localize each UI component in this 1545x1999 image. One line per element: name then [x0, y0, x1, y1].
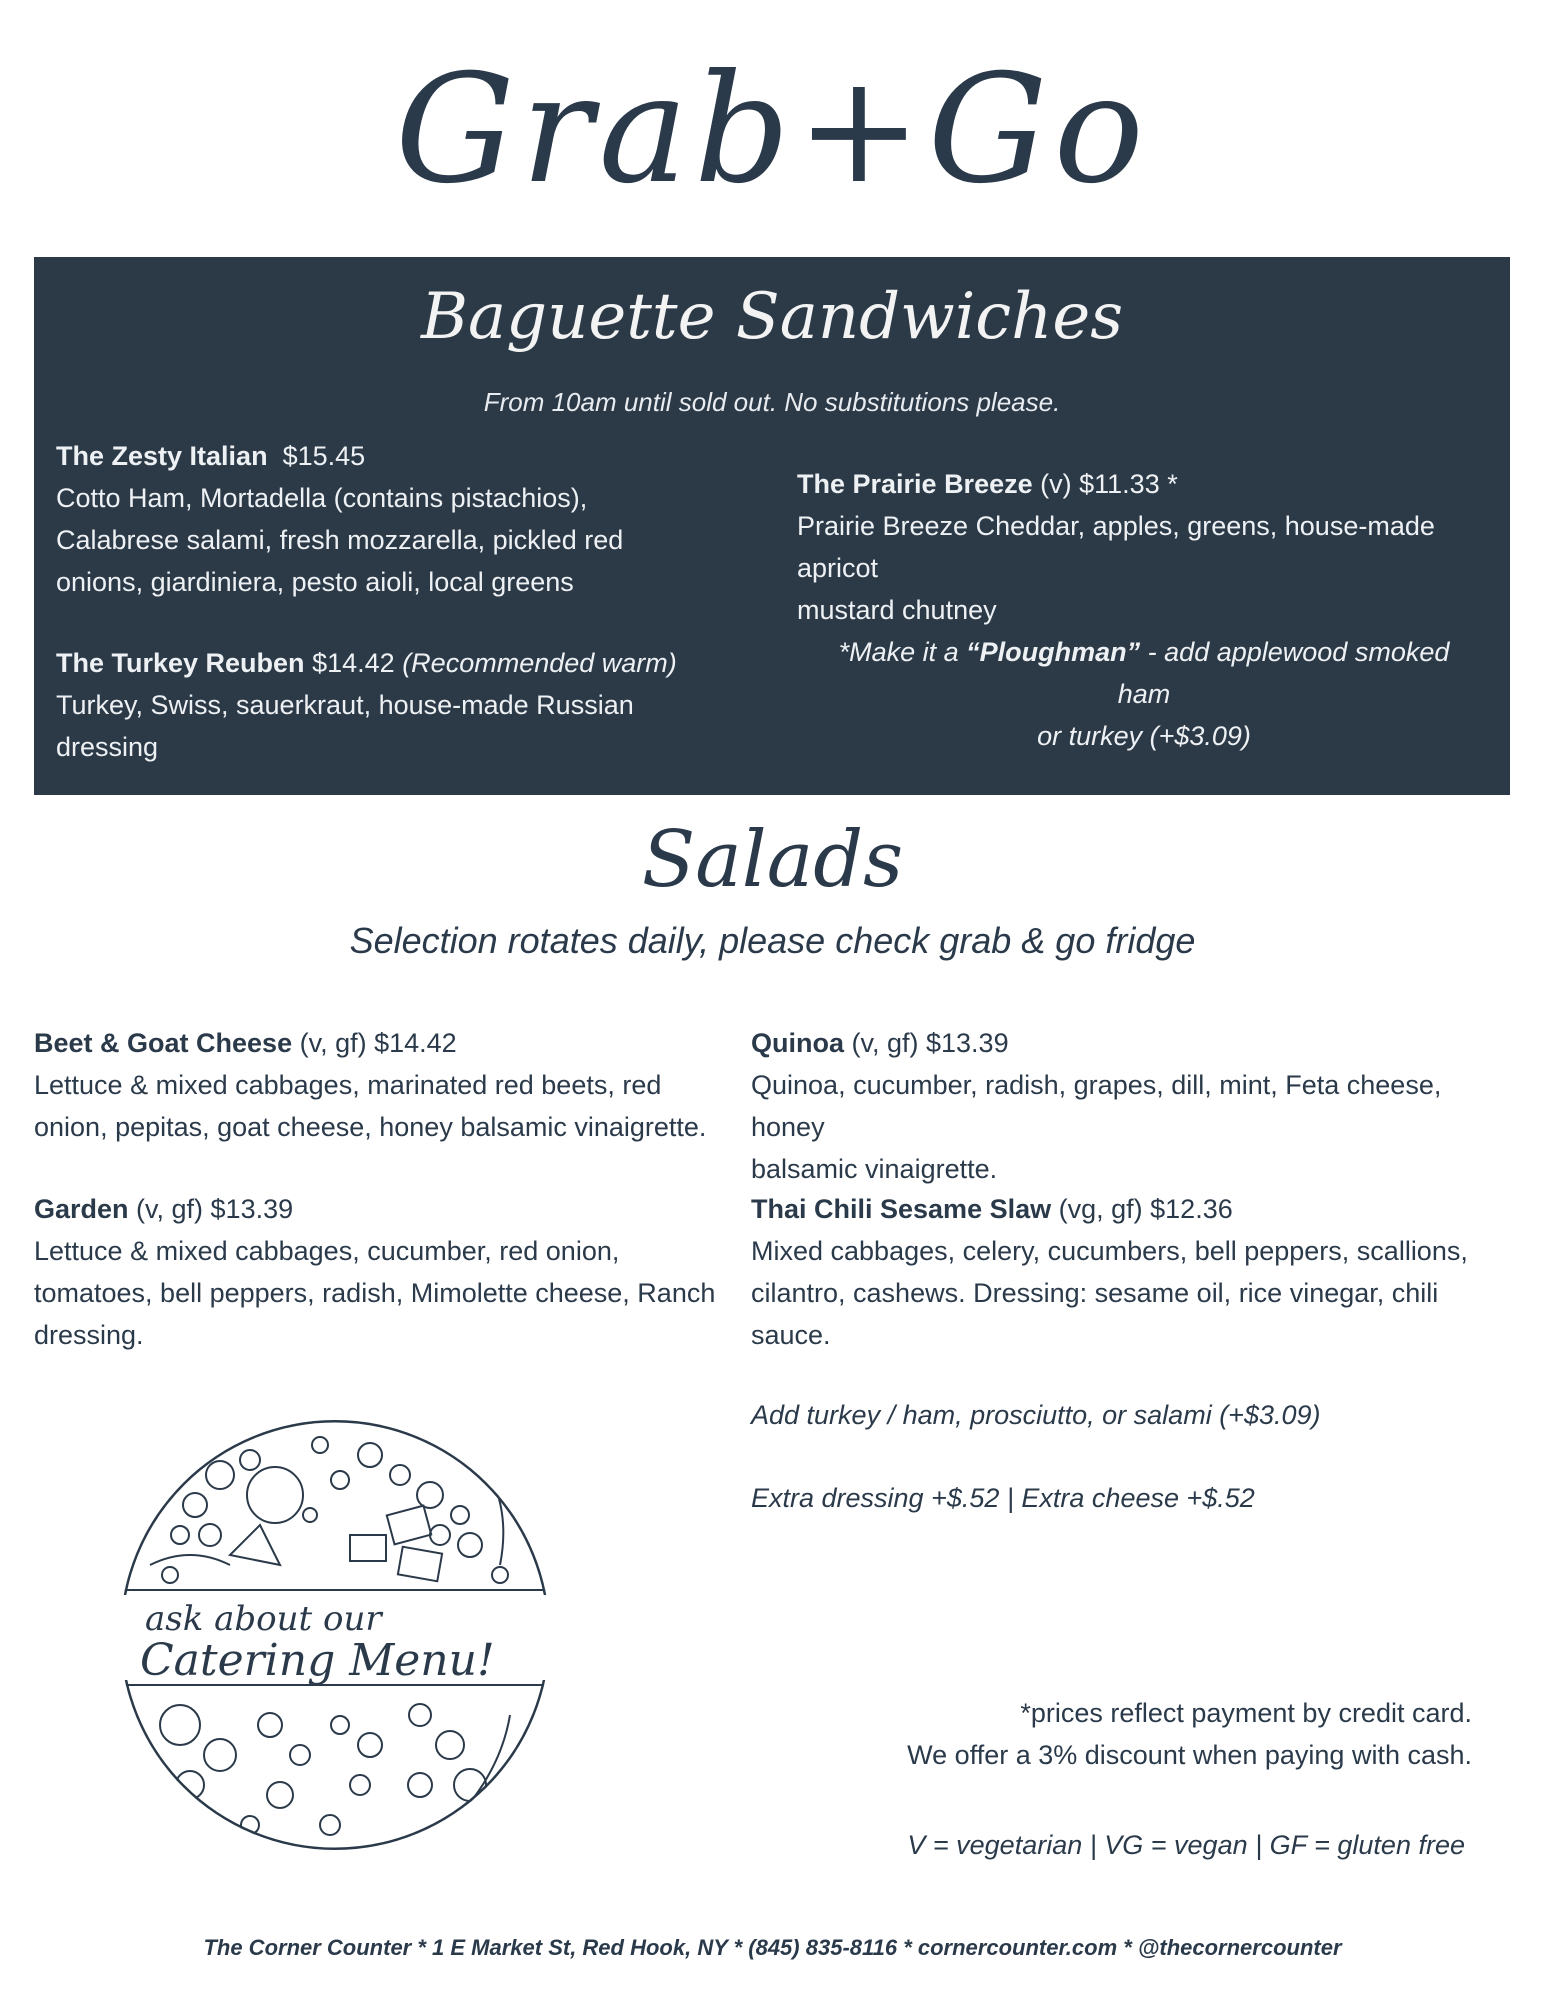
item-tag: (v) [1040, 469, 1072, 499]
salad-meta: (v, gf) $14.42 [292, 1028, 457, 1058]
baguette-subtitle: From 10am until sold out. No substitutions please. [483, 387, 1061, 417]
salad-desc-line: Mixed cabbages, celery, cucumbers, bell peppers, scallions, [751, 1236, 1468, 1266]
catering-line2: Catering Menu! [140, 1635, 495, 1686]
salad-thai-chili-sesame-slaw [751, 1188, 1511, 1356]
item-name: The Prairie Breeze [797, 469, 1033, 499]
salad-desc-line: Lettuce & mixed cabbages, cucumber, red onion, [34, 1236, 620, 1266]
salad-name: Thai Chili Sesame Slaw [751, 1194, 1052, 1224]
item-price: $14.42 [312, 648, 395, 678]
pricing-note-line1: *prices reflect payment by credit card. [1020, 1698, 1472, 1728]
ploughman-suffix: - add applewood smoked ham [1117, 637, 1450, 709]
salad-desc-line: dressing. [34, 1320, 144, 1350]
menu-item-prairie-breeze [797, 463, 1497, 631]
salad-desc-line: tomatoes, bell peppers, radish, Mimolette cheese, Ranch [34, 1278, 716, 1308]
salad-addon-meat: Add turkey / ham, prosciutto, or salami (+$3.09) [751, 1400, 1321, 1430]
salad-meta: (v, gf) $13.39 [128, 1194, 294, 1224]
item-price: $11.33 * [1079, 469, 1178, 499]
salad-name: Garden [34, 1194, 129, 1224]
menu-item-header [797, 463, 1497, 505]
item-desc-line: dressing [56, 732, 159, 762]
salad-desc-line: cilantro, cashews. Dressing: sesame oil, rice vinegar, chili sauce. [751, 1278, 1439, 1350]
diet-legend: V = vegetarian | VG = vegan | GF = gluten free [907, 1830, 1465, 1860]
salad-desc-line: balsamic vinaigrette. [751, 1154, 998, 1184]
salad-addon-extra: Extra dressing +$.52 | Extra cheese +$.52 [751, 1483, 1255, 1513]
salad-meta: (v, gf) $13.39 [844, 1028, 1009, 1058]
item-note: (Recommended warm) [402, 648, 677, 678]
catering-line1: ask about our [145, 1599, 382, 1639]
menu-item-turkey-reuben [56, 642, 696, 768]
salads-subtitle: Selection rotates daily, please check grab & go fridge [349, 920, 1196, 961]
item-name: The Turkey Reuben [56, 648, 305, 678]
salads-heading: Salads [641, 815, 904, 905]
ploughman-prefix: *Make it a [838, 637, 967, 667]
salad-name: Quinoa [751, 1028, 844, 1058]
page-title: Grab+Go [395, 43, 1150, 217]
menu-item-zesty-italian [56, 435, 676, 603]
baguette-sandwiches-panel [34, 257, 1510, 795]
salad-meta: (vg, gf) $12.36 [1051, 1194, 1233, 1224]
item-desc-line: mustard chutney [797, 595, 997, 625]
salad-beet-goat-cheese [34, 1022, 714, 1148]
ploughman-note [814, 631, 1474, 757]
item-desc-line: Prairie Breeze Cheddar, apples, greens, house-made apricot [797, 511, 1435, 583]
catering-bowl-illustration [70, 1385, 590, 1885]
salad-desc-line: Quinoa, cucumber, radish, grapes, dill, mint, Feta cheese, honey [751, 1070, 1442, 1142]
salad-garden [34, 1188, 734, 1356]
item-name: The Zesty Italian [56, 441, 268, 471]
pricing-note-line2: We offer a 3% discount when paying with cash. [907, 1740, 1472, 1770]
salad-desc-line: onion, pepitas, goat cheese, honey balsamic vinaigrette. [34, 1112, 707, 1142]
salad-desc-line: Lettuce & mixed cabbages, marinated red beets, red [34, 1070, 662, 1100]
item-desc-line: Calabrese salami, fresh mozzarella, pickled red [56, 525, 624, 555]
ploughman-line2: or turkey (+$3.09) [1037, 721, 1251, 751]
ploughman-highlight: “Ploughman” [966, 637, 1141, 667]
pricing-note [760, 1692, 1472, 1776]
item-desc-line: Cotto Ham, Mortadella (contains pistachios), [56, 483, 588, 513]
menu-item-header [56, 435, 676, 477]
salad-quinoa [751, 1022, 1511, 1190]
menu-item-header [56, 642, 696, 684]
baguette-heading: Baguette Sandwiches [420, 280, 1124, 354]
item-desc-line: Turkey, Swiss, sauerkraut, house-made Russian [56, 690, 634, 720]
item-price: $15.45 [282, 441, 366, 471]
footer-contact: The Corner Counter * 1 E Market St, Red Hook, NY * (845) 835-8116 * cornercounter.com * @thecornercounter [203, 1935, 1342, 1960]
item-desc-line: onions, giardiniera, pesto aioli, local greens [56, 567, 574, 597]
salad-name: Beet & Goat Cheese [34, 1028, 293, 1058]
